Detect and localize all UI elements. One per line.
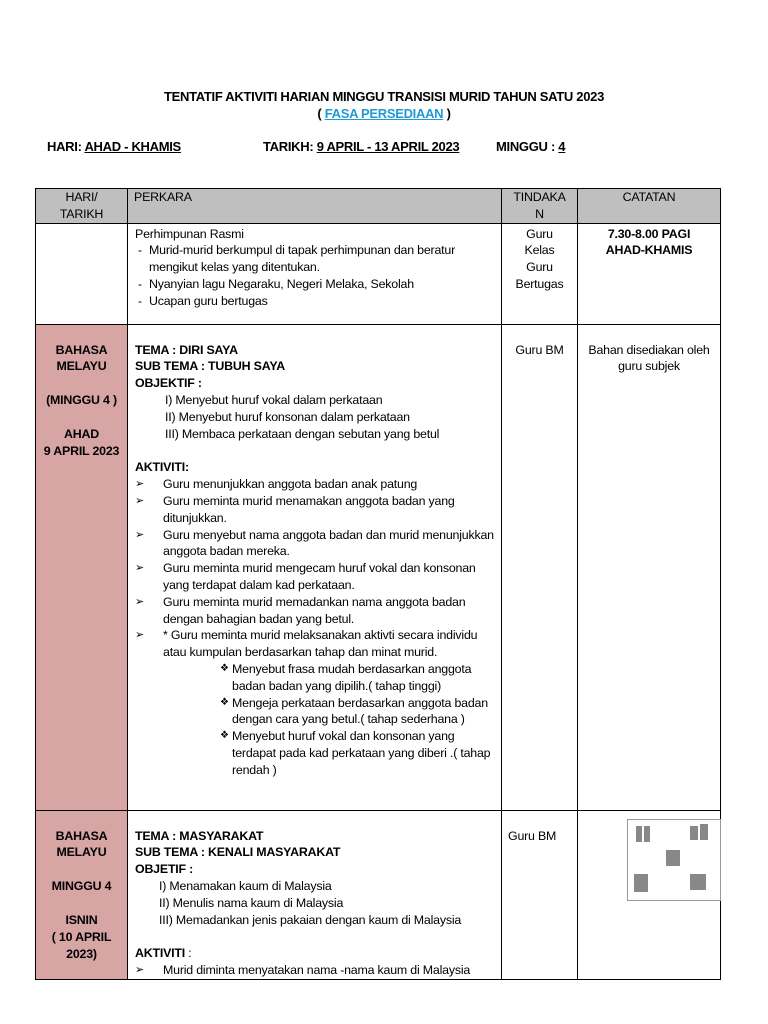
row3-hari: BAHASA MELAYU MINGGU 4 ISNIN ( 10 APRIL 2023) bbox=[36, 810, 128, 979]
list-item: - Ucapan guru bertugas bbox=[135, 293, 495, 310]
arrow-bullet-icon: ➢ bbox=[135, 478, 145, 491]
row2-perkara: TEMA : DIRI SAYA SUB TEMA : TUBUH SAYA OBJEKTIF : I) Menyebut huruf vokal dalam perkataan II) Menyebut huruf konsonan dalam perkataan III) Membaca perkataan dengan sebutan yang betul AKTIVITI: ➢ Guru menunjukkan anggota badan anak patung ➢ Guru meminta murid menamakan anggota badan yang ditunjukkan. ➢ Guru menyebut nama anggota badan dan murid menunjukkan anggota badan mereka. ➢ Guru meminta murid mengecam huruf vokal dan konsonan yang terdapat dalam kad perkataan. ➢ Guru meminta murid memadankan nama anggota badan dengan bahagian badan yang betul. ➢ * Guru meminta murid melaksanakan aktivti secara individu atau kumpulan berdasarkan tahap dan minat murid. ❖ Menyebut frasa mudah berdasarkan anggota badan badan yang dipilih.( tahap tinggi) ❖ Mengeja perkataan berdasarkan anggota badan dengan cara yang betul.( tahap sederhana ) ❖ Menyebut huruf vokal dan konsonan yang terdapat pada kad perkataan yang diberi .( tahap rendah ) bbox=[128, 324, 502, 810]
hari-header: HARI: AHAD - KHAMIS bbox=[47, 139, 181, 154]
list-item: - Murid-murid berkumpul di tapak perhimpunan dan beratur mengikut kelas yang ditentukan. bbox=[135, 242, 495, 276]
list-item: ➢ Guru meminta murid menamakan anggota badan yang ditunjukkan. bbox=[135, 493, 455, 525]
diamond-bullet-icon: ❖ bbox=[220, 696, 229, 708]
table-row bbox=[36, 810, 721, 979]
list-item: ❖ Menyebut huruf vokal dan konsonan yang terdapat pada kad perkataan yang diberi .( tahap rendah ) bbox=[220, 729, 491, 777]
table-row bbox=[36, 223, 721, 324]
col-catatan: CATATAN bbox=[578, 189, 721, 224]
list-item: ➢ Guru menunjukkan anggota badan anak patung bbox=[135, 477, 418, 492]
arrow-bullet-icon: ➢ bbox=[135, 595, 145, 608]
masyarakat-image bbox=[627, 819, 721, 901]
row3-perkara: TEMA : MASYARAKAT SUB TEMA : KENALI MASYARAKAT OBJETIF : I) Menamakan kaum di Malaysia II) Menulis nama kaum di Malaysia III) Memadankan jenis pakaian dengan kaum di Malaysia AKTIVITI : ➢ Murid diminta menyatakan nama -nama kaum di Malaysia bbox=[128, 810, 502, 979]
list-item: ❖ Menyebut frasa mudah berdasarkan anggota badan badan yang dipilih.( tahap tinggi) bbox=[220, 661, 472, 693]
row2-catatan: Bahan disediakan oleh guru subjek bbox=[578, 324, 721, 810]
document-subtitle: ( FASA PERSEDIAAN ) bbox=[317, 106, 451, 121]
list-item: ➢ Murid diminta menyatakan nama -nama kaum di Malaysia bbox=[135, 963, 471, 978]
list-item: - Nyanyian lagu Negaraku, Negeri Melaka, Sekolah bbox=[135, 276, 495, 293]
list-item: ❖ Mengeja perkataan berdasarkan anggota badan dengan cara yang betul.( tahap sederhana ) bbox=[220, 695, 488, 727]
document-title: TENTATIF AKTIVITI HARIAN MINGGU TRANSISI MURID TAHUN SATU 2023 bbox=[163, 89, 604, 104]
col-tindakan: TINDAKA N bbox=[502, 189, 578, 224]
list-item: ➢ Guru meminta murid memadankan nama anggota badan dengan bahagian badan yang betul. bbox=[135, 594, 466, 626]
row1-tindakan: Guru Kelas Guru Bertugas bbox=[502, 223, 578, 324]
arrow-bullet-icon: ➢ bbox=[135, 494, 145, 507]
list-item: ➢ * Guru meminta murid melaksanakan aktivti secara individu atau kumpulan berdasarkan tahap dan minat murid. bbox=[135, 628, 478, 660]
diamond-bullet-icon: ❖ bbox=[220, 730, 229, 742]
schedule-table bbox=[35, 188, 721, 980]
arrow-bullet-icon: ➢ bbox=[135, 562, 145, 575]
list-item: ➢ Guru menyebut nama anggota badan dan murid menunjukkan anggota badan mereka. bbox=[135, 527, 494, 559]
arrow-bullet-icon: ➢ bbox=[135, 629, 145, 642]
list-item: ➢ Guru meminta murid mengecam huruf vokal dan konsonan yang terdapat dalam kad perkataan. bbox=[135, 561, 476, 592]
row2-hari: BAHASA MELAYU (MINGGU 4 ) AHAD 9 APRIL 2023 bbox=[36, 324, 128, 810]
table-header-row bbox=[36, 189, 721, 224]
fasa-persediaan-link[interactable]: FASA PERSEDIAAN bbox=[324, 106, 444, 121]
row1-catatan: 7.30-8.00 PAGI AHAD-KHAMIS bbox=[578, 223, 721, 324]
row3-tindakan: Guru BM bbox=[502, 810, 578, 979]
minggu-header: MINGGU : 4 bbox=[496, 139, 566, 154]
arrow-bullet-icon: ➢ bbox=[135, 528, 145, 541]
row2-tindakan: Guru BM bbox=[502, 324, 578, 810]
row3-catatan bbox=[578, 810, 721, 979]
row1-perkara: Perhimpunan Rasmi - Murid-murid berkumpul di tapak perhimpunan dan beratur mengikut kelas yang ditentukan. - Nyanyian lagu Negaraku, Negeri Melaka, Sekolah - Ucapan guru bertugas bbox=[128, 223, 502, 324]
row1-hari bbox=[36, 223, 128, 324]
table-row bbox=[36, 324, 721, 810]
diamond-bullet-icon: ❖ bbox=[220, 662, 229, 674]
arrow-bullet-icon: ➢ bbox=[135, 964, 145, 977]
col-hari-tarikh: HARI/ TARIKH bbox=[36, 189, 128, 224]
tarikh-header: TARIKH: 9 APRIL - 13 APRIL 2023 bbox=[263, 139, 460, 154]
col-perkara: PERKARA bbox=[128, 189, 502, 224]
